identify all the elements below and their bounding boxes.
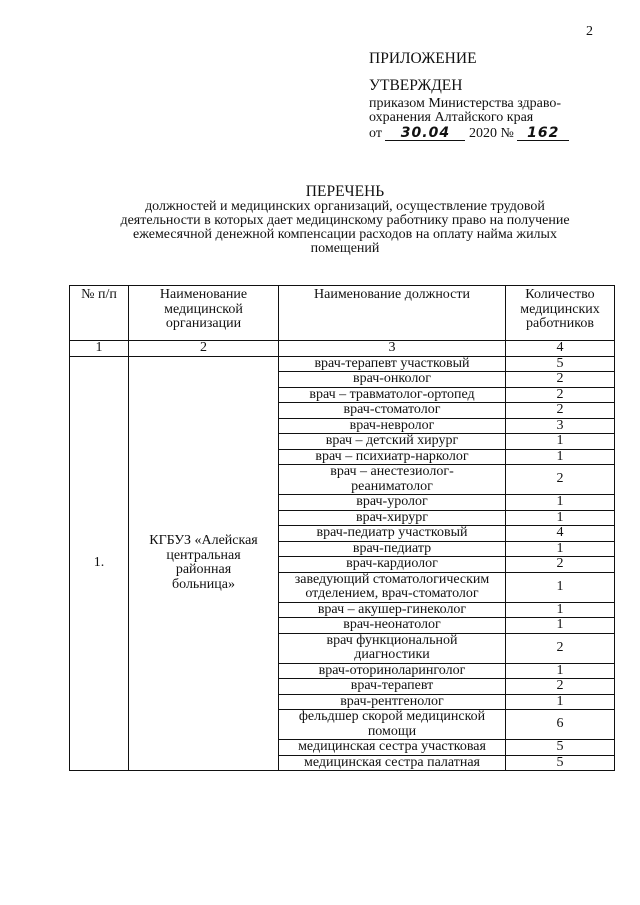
table-header-row xyxy=(70,286,615,341)
position-name: медицинская сестра участковая xyxy=(279,740,506,756)
worker-count: 2 xyxy=(506,372,615,388)
position-name: медицинская сестра палатная xyxy=(279,755,506,771)
header-org-line-1: Наименование xyxy=(159,287,248,302)
organization-line: центральная xyxy=(166,547,241,563)
worker-count: 1 xyxy=(506,541,615,557)
worker-count: 1 xyxy=(506,495,615,511)
approved-label: УТВЕРЖДЕН xyxy=(369,77,463,94)
position-name: врач-невролог xyxy=(279,418,506,434)
position-name: врач-педиатр xyxy=(279,541,506,557)
document-title xyxy=(90,184,600,256)
organization-line: КГБУЗ «Алейская xyxy=(149,533,258,549)
worker-count: 3 xyxy=(506,418,615,434)
position-name: врач-хирург xyxy=(279,510,506,526)
position-name xyxy=(279,633,506,663)
position-name: врач-педиатр участковый xyxy=(279,526,506,542)
position-name: врач-уролог xyxy=(279,495,506,511)
title-line-4: помещений xyxy=(310,241,380,256)
worker-count: 2 xyxy=(506,679,615,695)
worker-count: 1 xyxy=(506,572,615,602)
year-text: 2020 № xyxy=(468,126,514,141)
row-number: 1. xyxy=(70,356,129,771)
header-organization xyxy=(129,286,279,341)
position-name xyxy=(279,572,506,602)
order-date-line xyxy=(369,126,619,141)
header-org-line-3: организации xyxy=(165,316,242,331)
column-number: 1 xyxy=(70,341,129,357)
worker-count: 6 xyxy=(506,710,615,740)
position-line: помощи xyxy=(367,723,417,739)
position-name: врач – акушер-гинеколог xyxy=(279,602,506,618)
annex-label: ПРИЛОЖЕНИЕ xyxy=(369,50,477,67)
date-prefix: от xyxy=(369,126,382,141)
worker-count: 1 xyxy=(506,434,615,450)
header-number: № п/п xyxy=(70,286,129,341)
column-numbers-row xyxy=(70,341,615,357)
title-line-1: должностей и медицинских организаций, осуществление трудовой xyxy=(145,199,545,214)
position-name: врач – травматолог-ортопед xyxy=(279,387,506,403)
column-number: 3 xyxy=(279,341,506,357)
column-number: 2 xyxy=(129,341,279,357)
order-line-2: охранения Алтайского края xyxy=(369,110,534,125)
positions-table xyxy=(69,285,615,771)
position-line: врач функциональной xyxy=(326,632,458,648)
organization-line: районная xyxy=(175,562,232,578)
position-line: заведующий стоматологическим xyxy=(294,571,490,587)
position-name: врач-кардиолог xyxy=(279,557,506,573)
worker-count: 5 xyxy=(506,740,615,756)
handwritten-number: 162 xyxy=(517,126,569,141)
title-line-3: ежемесячной денежной компенсации расходов на оплату найма жилых xyxy=(133,227,557,242)
worker-count: 2 xyxy=(506,557,615,573)
position-name: врач-стоматолог xyxy=(279,403,506,419)
position-name: врач – детский хирург xyxy=(279,434,506,450)
position-line: отделением, врач-стоматолог xyxy=(305,586,479,601)
position-name: врач-терапевт xyxy=(279,679,506,695)
title-heading: ПЕРЕЧЕНЬ xyxy=(305,183,385,200)
worker-count: 5 xyxy=(506,755,615,771)
worker-count: 4 xyxy=(506,526,615,542)
position-name xyxy=(279,710,506,740)
worker-count: 1 xyxy=(506,449,615,465)
worker-count: 2 xyxy=(506,633,615,663)
position-line: диагностики xyxy=(354,647,430,662)
position-line: фельдшер скорой медицинской xyxy=(298,709,486,724)
position-line: реаниматолог xyxy=(351,478,433,494)
organization-line: больница» xyxy=(172,576,235,592)
worker-count: 2 xyxy=(506,465,615,495)
worker-count: 2 xyxy=(506,403,615,419)
header-org-line-2: медицинской xyxy=(164,301,243,317)
worker-count: 2 xyxy=(506,387,615,403)
header-position: Наименование должности xyxy=(279,286,506,341)
worker-count: 1 xyxy=(506,618,615,634)
table-row xyxy=(70,356,615,372)
position-name: врач-онколог xyxy=(279,372,506,388)
position-name: врач-рентгенолог xyxy=(279,694,506,710)
handwritten-date: 30.04 xyxy=(385,126,465,141)
header-count-line-2: медицинских xyxy=(520,301,600,317)
table-body xyxy=(70,356,615,771)
approval-block xyxy=(369,52,619,141)
order-line-1: приказом Министерства здраво- xyxy=(369,96,562,111)
worker-count: 1 xyxy=(506,510,615,526)
position-name: врач-оториноларинголог xyxy=(279,663,506,679)
header-count-line-3: работников xyxy=(526,316,594,331)
position-name: врач – психиатр-нарколог xyxy=(279,449,506,465)
organization-name xyxy=(129,356,279,771)
position-name: врач-терапевт участковый xyxy=(279,356,506,372)
worker-count: 5 xyxy=(506,356,615,372)
column-number: 4 xyxy=(506,341,615,357)
position-name: врач-неонатолог xyxy=(279,618,506,634)
position-name xyxy=(279,465,506,495)
title-line-2: деятельности в которых дает медицинскому работнику право на получение xyxy=(120,213,570,228)
worker-count: 1 xyxy=(506,602,615,618)
header-count-line-1: Количество xyxy=(525,287,595,302)
worker-count: 1 xyxy=(506,694,615,710)
position-line: врач – анестезиолог- xyxy=(330,464,454,479)
page-number: 2 xyxy=(586,24,593,39)
worker-count: 1 xyxy=(506,663,615,679)
header-count xyxy=(506,286,615,341)
